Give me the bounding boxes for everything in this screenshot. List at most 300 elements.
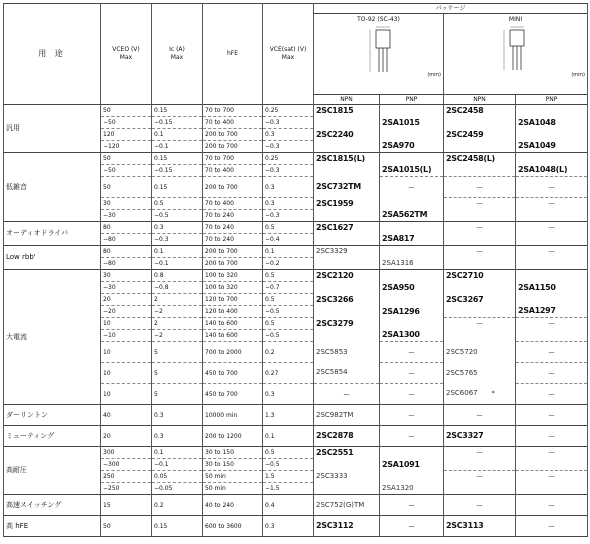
mini-pnp-part [516,258,588,270]
application-label: Low rbb' [4,246,101,270]
ic-value: 0.3 [152,222,203,234]
mini-pnp-part [516,318,588,330]
to92-pnp-part [380,363,444,384]
ic-value: 0.15 [152,177,203,198]
mini-npn-part [444,141,516,153]
vceo-value: 50 [101,516,152,537]
vceo-value: 10 [101,318,152,330]
part-number: 2SC5853 [316,347,348,356]
hfe-range: 120 to 700 [203,294,263,306]
hfe-range: 30 to 150 [203,459,263,471]
mini-npn-part [444,234,516,246]
part-number: 2SC2240 [316,129,354,139]
no-part-dash: — [548,348,555,356]
vcesat-value: −0.3 [263,165,314,177]
part-number: 2SC3266 [316,294,354,304]
hfe-range: 70 to 400 [203,117,263,129]
vcesat-value: −0.5 [263,330,314,342]
vceo-value: 50 [101,177,152,198]
mini-pnp-part [516,459,588,471]
hfe-range: 70 to 240 [203,222,263,234]
no-part-dash: — [548,501,555,509]
vcesat-value: 0.3 [263,198,314,210]
hfe-range: 70 to 700 [203,153,263,165]
vcesat-value: −0.5 [263,306,314,318]
vcesat-value: 0.25 [263,153,314,165]
part-number: 2SC732TM [316,182,361,191]
vceo-value: −50 [101,117,152,129]
no-part-dash: — [476,200,483,208]
no-part-dash: — [548,224,555,232]
mini-pnp-part [516,234,588,246]
part-number: 2SA1320 [382,483,414,492]
mini-pnp-part [516,222,588,234]
table-row [4,105,588,117]
vcesat-value: 0.3 [263,384,314,405]
to92-npn-part [314,471,380,483]
part-number: 2SA1150 [518,282,556,292]
mini-npn-part [444,495,516,516]
mini-pnp-part [516,177,588,198]
no-part-dash: — [343,390,350,398]
to92-npn-part [314,483,380,495]
to92-pnp-part [380,342,444,363]
ic-value: 0.1 [152,246,203,258]
mini-npn-part [444,516,516,537]
ic-value: 5 [152,342,203,363]
to92-pnp-part [380,483,444,495]
package-to92 [314,14,444,95]
vceo-value: 10 [101,384,152,405]
ic-value: −0.15 [152,117,203,129]
vceo-value: −80 [101,258,152,270]
no-part-dash: — [548,449,555,457]
to92-npn-part [314,384,380,405]
part-number: 2SC2458(L) [446,153,495,163]
no-part-dash: — [548,369,555,377]
to92-pnp-part [380,153,444,165]
vcesat-value: −0.3 [263,210,314,222]
part-number: 2SC2459 [446,129,484,139]
hfe-range: 200 to 700 [203,177,263,198]
table-row [4,153,588,165]
mini-pnp-part [516,141,588,153]
ic-value: 0.05 [152,471,203,483]
mini-npn-part [444,330,516,342]
mini-npn-part [444,153,516,165]
vceo-value: 40 [101,405,152,426]
hfe-range: 40 to 240 [203,495,263,516]
part-number: 2SA1048 [518,117,556,127]
to92-mm-unit: (mm) [427,72,441,78]
part-number: 2SC3267 [446,294,484,304]
vceo-value: −30 [101,210,152,222]
ic-value: 0.1 [152,129,203,141]
application-label: 汎用 [4,105,101,153]
vcesat-value: −0.4 [263,234,314,246]
mini-pnp-part [516,483,588,495]
application-label: ダーリントン [4,405,101,426]
vceo-value: 30 [101,270,152,282]
ic-value: 0.3 [152,426,203,447]
mini-npn-part [444,384,516,405]
vceo-value: 20 [101,294,152,306]
part-number: 2SC3333 [316,472,348,480]
vceo-value: −50 [101,165,152,177]
to92-pnp-part [380,270,444,282]
mini-npn-part [444,471,516,483]
spec-table [3,3,588,537]
vceo-value: −250 [101,483,152,495]
vceo-value: 10 [101,342,152,363]
application-label: 大電流 [4,270,101,405]
hfe-range: 700 to 2000 [203,342,263,363]
mini-npn-part [444,282,516,294]
mini-npn-part [444,342,516,363]
no-part-dash: — [408,432,415,440]
mini-outline-drawing [498,26,538,74]
to92-pnp-part [380,129,444,141]
to92-pnp-part [380,447,444,459]
no-part-dash: — [476,248,483,256]
to92-pnp-part [380,141,444,153]
no-part-dash: — [408,501,415,509]
to92-npn-part [314,258,380,270]
no-part-dash: — [476,320,483,328]
part-number: 2SC3327 [446,431,484,440]
application-label: 低雑音 [4,153,101,222]
to92-pnp-part [380,210,444,222]
vcesat-value: −1.5 [263,483,314,495]
to92-pnp-part [380,117,444,129]
mini-npn-part [444,294,516,306]
to92-pnp-part [380,198,444,210]
ic-value: −0.15 [152,165,203,177]
mini-pnp-part [516,471,588,483]
no-part-dash: — [408,348,415,356]
mini-npn-part [444,198,516,210]
to92-pnp-header: PNP [380,95,444,105]
to92-npn-part [314,153,380,165]
part-number: 2SC6067 [446,389,478,398]
vcesat-value: 0.5 [263,222,314,234]
hfe-range: 600 to 3600 [203,516,263,537]
vceo-value: 10 [101,363,152,384]
mini-npn-part [444,405,516,426]
mini-pnp-part [516,330,588,342]
vcesat-value: 0.1 [263,246,314,258]
vceo-value: 80 [101,222,152,234]
to92-npn-part [314,246,380,258]
part-number: 2SA970 [382,141,415,151]
mini-pnp-part [516,516,588,537]
part-number: 2SC1959 [316,198,354,208]
no-part-dash: — [548,432,555,440]
to92-npn-header: NPN [314,95,380,105]
vceo-value: 50 [101,153,152,165]
mini-pnp-part [516,294,588,306]
vcesat-value: −0.2 [263,258,314,270]
to92-npn-part [314,129,380,141]
hfe-range: 70 to 240 [203,234,263,246]
no-part-dash: — [408,411,415,419]
to92-npn-part [314,459,380,471]
hfe-range: 100 to 320 [203,270,263,282]
no-part-dash: — [476,473,483,481]
part-number: 2SC1627 [316,222,354,232]
package-mini [444,14,588,95]
no-part-dash: — [548,183,555,191]
mini-pnp-part [516,342,588,363]
vceo-value: 80 [101,246,152,258]
mini-npn-part [444,483,516,495]
to92-npn-part [314,426,380,447]
vceo-value: 120 [101,129,152,141]
to92-npn-part [314,495,380,516]
mini-npn-part [444,129,516,141]
part-number: 2SA1048(L) [518,165,568,175]
to92-npn-part [314,198,380,210]
to92-pnp-part [380,234,444,246]
hfe-range: 140 to 600 [203,318,263,330]
vcesat-value: 0.3 [263,129,314,141]
vceo-value: −120 [101,141,152,153]
table-row [4,405,588,426]
ic-value: 0.2 [152,495,203,516]
ic-value: 0.3 [152,405,203,426]
to92-npn-part [314,141,380,153]
part-number: 2SA562TM [382,210,428,220]
no-part-dash: — [408,390,415,398]
mini-mm-unit: (mm) [571,72,586,78]
vcesat-value: 1.5 [263,471,314,483]
ic-value: −0.1 [152,141,203,153]
no-part-dash: — [408,522,415,530]
to92-pnp-part [380,177,444,198]
no-part-dash: — [476,224,483,232]
vcesat-value: 0.1 [263,426,314,447]
application-label: オーディオドライバ [4,222,101,246]
mini-pnp-part [516,495,588,516]
to92-pnp-part [380,282,444,294]
part-number: 2SC1815(L) [316,153,365,163]
to92-pnp-part [380,306,444,318]
table-row [4,495,588,516]
footnote-star: * [491,390,495,398]
mini-pnp-part [516,117,588,129]
part-number: 2SC2120 [316,270,354,280]
mini-npn-part [444,363,516,384]
mini-pnp-part [516,384,588,405]
part-number: 2SC5765 [446,368,478,377]
vceo-value: 50 [101,105,152,117]
no-part-dash: — [548,522,555,530]
to92-npn-part [314,105,380,117]
mini-npn-part [444,270,516,282]
vcesat-value: −0.5 [263,459,314,471]
part-number: 2SC3112 [316,521,354,530]
header-package: パッケージ [314,4,588,14]
hfe-range: 70 to 700 [203,105,263,117]
mini-pnp-part [516,165,588,177]
vcesat-value: 0.5 [263,294,314,306]
mini-npn-part [444,177,516,198]
mini-npn-part [444,306,516,318]
part-number: 2SA1015 [382,117,420,127]
hfe-range: 140 to 600 [203,330,263,342]
hfe-range: 200 to 700 [203,129,263,141]
mini-pnp-part [516,405,588,426]
hfe-range: 200 to 1200 [203,426,263,447]
no-part-dash: — [548,320,555,328]
mini-pnp-part [516,198,588,210]
ic-value: 0.8 [152,270,203,282]
vcesat-value: 0.2 [263,342,314,363]
table-row [4,222,588,234]
hfe-range: 70 to 240 [203,210,263,222]
ic-value: 2 [152,294,203,306]
table-row [4,447,588,459]
to92-npn-part [314,516,380,537]
part-number: 2SA950 [382,282,415,292]
hfe-range: 200 to 700 [203,246,263,258]
hfe-range: 50 min [203,483,263,495]
to92-npn-part [314,282,380,294]
mini-npn-part [444,222,516,234]
hfe-range: 100 to 320 [203,282,263,294]
ic-value: −0.05 [152,483,203,495]
part-number: 2SA1091 [382,459,420,469]
mini-title: MINI [508,16,523,23]
to92-pnp-part [380,318,444,330]
to92-npn-part [314,270,380,282]
hfe-range: 10000 min [203,405,263,426]
part-number: 2SC5720 [446,347,478,356]
mini-npn-part [444,246,516,258]
no-part-dash: — [476,449,483,457]
hfe-range: 120 to 400 [203,306,263,318]
to92-pnp-part [380,258,444,270]
ic-value: −0.1 [152,459,203,471]
mini-pnp-part [516,210,588,222]
part-number: 2SA1316 [382,258,414,267]
mini-pnp-part [516,246,588,258]
to92-pnp-part [380,222,444,234]
hfe-range: 200 to 700 [203,258,263,270]
ic-value: 5 [152,363,203,384]
ic-value: −2 [152,330,203,342]
no-part-dash: — [476,501,483,509]
mini-npn-part [444,426,516,447]
vcesat-value: 0.5 [263,447,314,459]
vcesat-value: −0.7 [263,282,314,294]
hfe-range: 30 to 150 [203,447,263,459]
to92-pnp-part [380,330,444,342]
ic-value: 0.5 [152,198,203,210]
to92-npn-part [314,210,380,222]
to92-pnp-part [380,426,444,447]
to92-pnp-part [380,471,444,483]
to92-npn-part [314,318,380,330]
ic-value: 0.15 [152,516,203,537]
header-application: 用 途 [4,4,101,105]
application-label: 高速スイッチング [4,495,101,516]
to92-pnp-part [380,516,444,537]
mini-npn-part [444,117,516,129]
part-number: 2SA1049 [518,141,556,151]
mini-pnp-part [516,270,588,282]
part-number: 2SA1300 [382,330,420,340]
ic-value: −0.1 [152,258,203,270]
mini-pnp-part [516,426,588,447]
no-part-dash: — [548,390,555,398]
header-hfe: hFE [203,4,263,105]
vcesat-value: 0.5 [263,270,314,282]
vceo-value: 20 [101,426,152,447]
vceo-value: 15 [101,495,152,516]
mini-npn-part [444,210,516,222]
to92-npn-part [314,177,380,198]
application-label: 高耐圧 [4,447,101,495]
ic-value: 5 [152,384,203,405]
mini-pnp-header: PNP [516,95,588,105]
ic-value: 0.15 [152,105,203,117]
ic-value: −2 [152,306,203,318]
part-number: 2SC752(G)TM [316,500,365,509]
part-number: 2SA1297 [518,306,556,316]
to92-pnp-part [380,294,444,306]
part-number: 2SA817 [382,234,415,244]
mini-npn-part [444,165,516,177]
part-number: 2SC2710 [446,270,484,280]
to92-npn-part [314,294,380,306]
mini-pnp-part [516,129,588,141]
no-part-dash: — [548,473,555,481]
vcesat-value: −0.3 [263,117,314,129]
vcesat-value: −0.3 [263,141,314,153]
mini-npn-part [444,318,516,330]
mini-pnp-part [516,105,588,117]
to92-pnp-part [380,246,444,258]
application-label: ミューティング [4,426,101,447]
to92-npn-part [314,342,380,363]
part-number: 2SC3113 [446,521,484,530]
ic-value: 0.15 [152,153,203,165]
mini-npn-part [444,459,516,471]
mini-npn-part [444,447,516,459]
mini-pnp-part [516,153,588,165]
hfe-range: 200 to 700 [203,141,263,153]
header-vcesat: VCE(sat) (V) Max [263,4,314,105]
to92-npn-part [314,306,380,318]
mini-pnp-part [516,447,588,459]
vceo-value: −80 [101,234,152,246]
to92-npn-part [314,117,380,129]
no-part-dash: — [476,183,483,191]
to92-npn-part [314,165,380,177]
vcesat-value: 0.3 [263,177,314,198]
no-part-dash: — [408,183,415,191]
part-number: 2SC3329 [316,247,348,256]
to92-npn-part [314,447,380,459]
vceo-value: 300 [101,447,152,459]
hfe-range: 70 to 400 [203,165,263,177]
to92-title: TO-92 (SC-43) [357,16,400,23]
mini-npn-part [444,258,516,270]
application-label: 高 hFE [4,516,101,537]
part-number: 2SA1296 [382,306,420,316]
vceo-value: −20 [101,306,152,318]
